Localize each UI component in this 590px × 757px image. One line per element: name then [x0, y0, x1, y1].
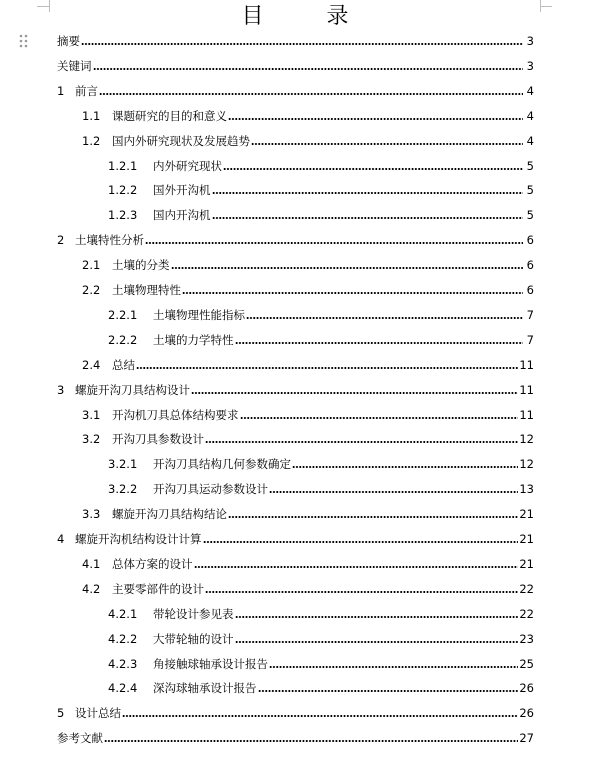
- toc-dot-leader: [292, 466, 518, 468]
- toc-entry-title: 角接触球轴承设计报告: [153, 657, 268, 671]
- toc-entry[interactable]: [57, 729, 534, 745]
- toc-dot-leader: [269, 666, 518, 668]
- toc-entry-number: 3.3: [82, 507, 101, 521]
- toc-entry[interactable]: [108, 331, 534, 347]
- toc-entry-page: 6: [526, 258, 534, 272]
- toc-entry-page: 22: [519, 607, 534, 621]
- page-title: 目 录: [241, 4, 377, 29]
- toc-entry-title: 螺旋开沟机结构设计计算: [75, 532, 202, 546]
- toc-entry[interactable]: [108, 157, 534, 173]
- toc-entry[interactable]: [57, 381, 534, 397]
- toc-entry-page: 21: [519, 532, 534, 546]
- toc-entry-number: 3.2.2: [108, 482, 138, 496]
- toc-dot-leader: [194, 566, 519, 568]
- toc-dot-leader: [235, 641, 519, 643]
- drag-handle-icon[interactable]: [19, 34, 29, 48]
- toc-entry[interactable]: [57, 57, 534, 73]
- toc-entry-number: 3: [57, 383, 65, 397]
- toc-entry-page: 11: [519, 408, 534, 422]
- toc-entry-number: 1.1: [82, 109, 101, 123]
- toc-entry-page: 12: [519, 457, 534, 471]
- toc-entry-page: 11: [519, 383, 534, 397]
- toc-entry[interactable]: [108, 181, 534, 197]
- toc-entry-page: 3: [526, 59, 534, 73]
- toc-entry-page: 21: [519, 557, 534, 571]
- toc-dot-leader: [212, 192, 524, 194]
- toc-entry-title: 土壤物理特性: [112, 283, 181, 297]
- toc-entry-number: 1.2: [82, 134, 101, 148]
- toc-entry-page: 5: [526, 208, 534, 222]
- toc-entry[interactable]: [108, 306, 534, 322]
- toc-entry-page: 7: [526, 333, 534, 347]
- toc-entry-page: 3: [526, 34, 534, 48]
- toc-entry-title: 土壤的分类: [112, 258, 170, 272]
- toc-entry-number: 4.2: [82, 582, 101, 596]
- toc-entry-title: 深沟球轴承设计报告: [153, 681, 257, 695]
- toc-entry-title: 螺旋开沟刀具结构设计: [75, 383, 190, 397]
- toc-entry[interactable]: [108, 206, 534, 222]
- toc-entry[interactable]: [57, 231, 534, 247]
- toc-entry-page: 27: [519, 731, 534, 745]
- toc-entry-number: 4.2.2: [108, 632, 138, 646]
- toc-dot-leader: [269, 491, 518, 493]
- toc-entry-title: 设计总结: [75, 706, 121, 720]
- toc-entry-number: 2: [57, 233, 65, 247]
- toc-entry[interactable]: [57, 530, 534, 546]
- toc-entry-number: 3.1: [82, 408, 101, 422]
- toc-entry-number: 2.2.2: [108, 333, 138, 347]
- toc-dot-leader: [171, 267, 524, 269]
- toc-entry-number: 4.2.1: [108, 607, 138, 621]
- toc-entry[interactable]: [108, 679, 534, 695]
- toc-entry-number: 3.2.1: [108, 457, 138, 471]
- toc-dot-leader: [240, 417, 519, 419]
- toc-entry-title: 摘要: [57, 34, 80, 48]
- toc-dot-leader: [228, 118, 523, 120]
- toc-entry-title: 课题研究的目的和意义: [112, 109, 227, 123]
- toc-dot-leader: [205, 591, 518, 593]
- toc-entry-page: 12: [519, 432, 534, 446]
- toc-dot-leader: [81, 43, 523, 45]
- toc-entry-title: 国内外研究现状及发展趋势: [112, 134, 250, 148]
- toc-entry-number: 3.2: [82, 432, 101, 446]
- toc-entry-title: 螺旋开沟刀具结构结论: [112, 507, 227, 521]
- toc-entry-page: 22: [519, 582, 534, 596]
- toc-entry[interactable]: [57, 704, 534, 720]
- toc-entry-page: 5: [526, 183, 534, 197]
- toc-entry[interactable]: [108, 630, 534, 646]
- toc-entry-number: 1.2.2: [108, 183, 138, 197]
- toc-entry-title: 参考文献: [57, 731, 103, 745]
- toc-dot-leader: [136, 367, 518, 369]
- toc-entry-title: 开沟刀具运动参数设计: [153, 482, 268, 496]
- toc-entry-title: 土壤的力学特性: [153, 333, 234, 347]
- toc-entry-page: 6: [526, 233, 534, 247]
- toc-dot-leader: [228, 516, 518, 518]
- toc-entry-title: 国外开沟机: [153, 183, 211, 197]
- toc-entry[interactable]: [57, 82, 534, 98]
- toc-entry-number: 2.2: [82, 283, 101, 297]
- toc-entry-page: 21: [519, 507, 534, 521]
- toc-entry[interactable]: [82, 505, 534, 521]
- toc-entry[interactable]: [108, 655, 534, 671]
- toc-dot-leader: [258, 690, 519, 692]
- toc-entry-page: 5: [526, 159, 534, 173]
- toc-dot-leader: [223, 168, 523, 170]
- toc-entry-number: 4.2.4: [108, 681, 138, 695]
- toc-entry-number: 2.1: [82, 258, 101, 272]
- toc-dot-leader: [203, 541, 519, 543]
- toc-entry-page: 4: [526, 109, 534, 123]
- toc-entry-page: 11: [519, 358, 534, 372]
- toc-entry-title: 关键词: [57, 59, 92, 73]
- toc-dot-leader: [93, 68, 524, 70]
- toc-entry[interactable]: [82, 356, 534, 372]
- toc-entry-title: 前言: [75, 84, 98, 98]
- toc-entry-number: 2.2.1: [108, 308, 138, 322]
- toc-entry-title: 内外研究现状: [153, 159, 222, 173]
- toc-entry-page: 23: [519, 632, 534, 646]
- toc-dot-leader: [99, 93, 523, 95]
- toc-entry[interactable]: [82, 107, 534, 123]
- toc-entry-number: 1: [57, 84, 65, 98]
- toc-entry-number: 4.2.3: [108, 657, 138, 671]
- toc-dot-leader: [251, 143, 523, 145]
- toc-entry-number: 1.2.3: [108, 208, 138, 222]
- toc-dot-leader: [212, 217, 524, 219]
- toc-entry-number: 4.1: [82, 557, 101, 571]
- toc-entry-title: 开沟刀具结构几何参数确定: [153, 457, 291, 471]
- toc-entry-number: 2.4: [82, 358, 101, 372]
- toc-entry-page: 25: [519, 657, 534, 671]
- toc-entry-page: 4: [526, 84, 534, 98]
- toc-entry[interactable]: [82, 406, 534, 422]
- toc-entry[interactable]: [57, 32, 534, 48]
- toc-dot-leader: [122, 715, 518, 717]
- toc-entry[interactable]: [82, 580, 534, 596]
- toc-entry-title: 开沟机刀具总体结构要求: [112, 408, 239, 422]
- toc-entry-page: 13: [519, 482, 534, 496]
- toc-entry-title: 总结: [112, 358, 135, 372]
- toc-entry-page: 4: [526, 134, 534, 148]
- toc-entry[interactable]: [82, 256, 534, 272]
- toc-entry[interactable]: [82, 281, 534, 297]
- toc-dot-leader: [191, 392, 518, 394]
- toc-entry-title: 大带轮轴的设计: [153, 632, 234, 646]
- toc-entry-title: 总体方案的设计: [112, 557, 193, 571]
- toc-dot-leader: [145, 242, 523, 244]
- toc-entry-number: 1.2.1: [108, 159, 138, 173]
- toc-entry-page: 7: [526, 308, 534, 322]
- toc-entry[interactable]: [108, 455, 534, 471]
- toc-dot-leader: [235, 616, 519, 618]
- toc-entry-title: 主要零部件的设计: [112, 582, 204, 596]
- toc-entry-page: 26: [519, 681, 534, 695]
- toc-entry-title: 土壤物理性能指标: [153, 308, 245, 322]
- toc-entry[interactable]: [82, 132, 534, 148]
- toc-entry-number: 5: [57, 706, 65, 720]
- toc-dot-leader: [104, 740, 518, 742]
- toc-dot-leader: [235, 342, 524, 344]
- toc-entry[interactable]: [108, 480, 534, 496]
- toc-entry-number: 4: [57, 532, 65, 546]
- toc-entry-title: 土壤特性分析: [75, 233, 144, 247]
- toc-dot-leader: [182, 292, 523, 294]
- toc-entry-title: 带轮设计参见表: [153, 607, 234, 621]
- toc-entry-page: 6: [526, 283, 534, 297]
- toc-entry[interactable]: [82, 430, 534, 446]
- toc-entry[interactable]: [82, 555, 534, 571]
- toc-entry-title: 国内开沟机: [153, 208, 211, 222]
- toc-dot-leader: [205, 441, 518, 443]
- toc-entry-title: 开沟刀具参数设计: [112, 432, 204, 446]
- toc-dot-leader: [246, 317, 523, 319]
- toc-entry[interactable]: [108, 605, 534, 621]
- toc-entry-page: 26: [519, 706, 534, 720]
